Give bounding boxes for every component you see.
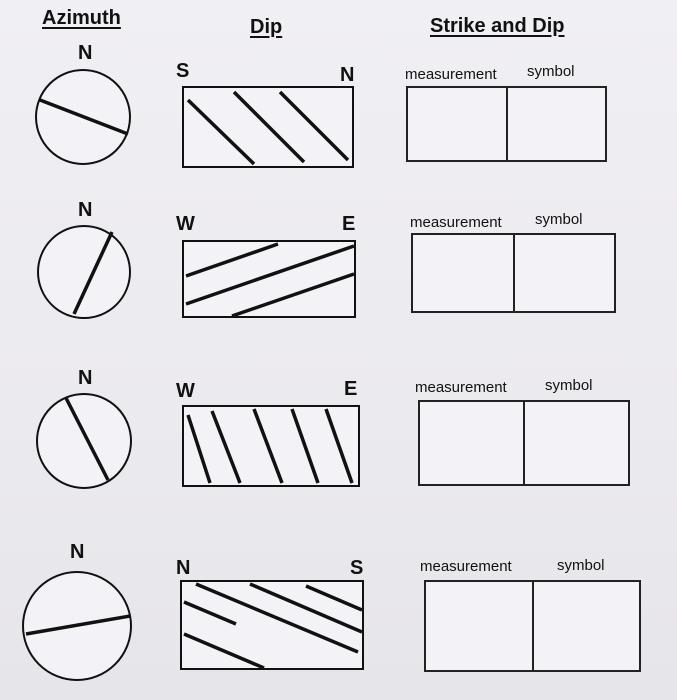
dip-header: Dip: [250, 16, 283, 38]
dip-left-direction: W: [176, 380, 195, 402]
symbol-label: symbol: [535, 211, 583, 228]
azimuth-circle: [30, 394, 140, 494]
symbol-cell[interactable]: [532, 582, 640, 670]
azimuth-north-label: N: [78, 367, 93, 389]
measurement-cell[interactable]: [420, 402, 523, 484]
azimuth-circle: [22, 570, 136, 686]
measurement-label: measurement: [420, 558, 512, 575]
azimuth-circle: [30, 226, 140, 326]
dip-left-direction: W: [176, 213, 195, 235]
dip-left-direction: N: [176, 557, 191, 579]
measurement-label: measurement: [410, 214, 502, 231]
measurement-label: measurement: [415, 379, 507, 396]
azimuth-north-label: N: [78, 42, 93, 64]
dip-right-direction: E: [342, 213, 356, 235]
dip-diagram: [182, 86, 358, 170]
dip-diagram: [180, 580, 366, 672]
symbol-label: symbol: [557, 557, 605, 574]
strike-dip-header: Strike and Dip: [430, 15, 565, 37]
dip-left-direction: S: [176, 60, 190, 82]
measurement-cell[interactable]: [413, 235, 513, 311]
strike-dip-answer-box: [406, 86, 607, 162]
dip-diagram: [182, 240, 358, 320]
measurement-cell[interactable]: [426, 582, 532, 670]
symbol-label: symbol: [527, 63, 575, 80]
dip-right-direction: S: [350, 557, 364, 579]
symbol-label: symbol: [545, 377, 593, 394]
strike-dip-answer-box: [424, 580, 641, 672]
azimuth-north-label: N: [78, 199, 93, 221]
symbol-cell[interactable]: [523, 402, 628, 484]
azimuth-north-label: N: [70, 541, 85, 563]
dip-right-direction: E: [344, 378, 358, 400]
symbol-cell[interactable]: [513, 235, 615, 311]
strike-dip-answer-box: [411, 233, 616, 313]
azimuth-header: Azimuth: [42, 7, 121, 29]
measurement-cell[interactable]: [408, 88, 506, 160]
symbol-cell[interactable]: [506, 88, 606, 160]
dip-diagram: [182, 405, 362, 489]
azimuth-circle: [30, 70, 140, 170]
strike-dip-answer-box: [418, 400, 630, 486]
dip-right-direction: N: [340, 64, 355, 86]
measurement-label: measurement: [405, 66, 497, 83]
